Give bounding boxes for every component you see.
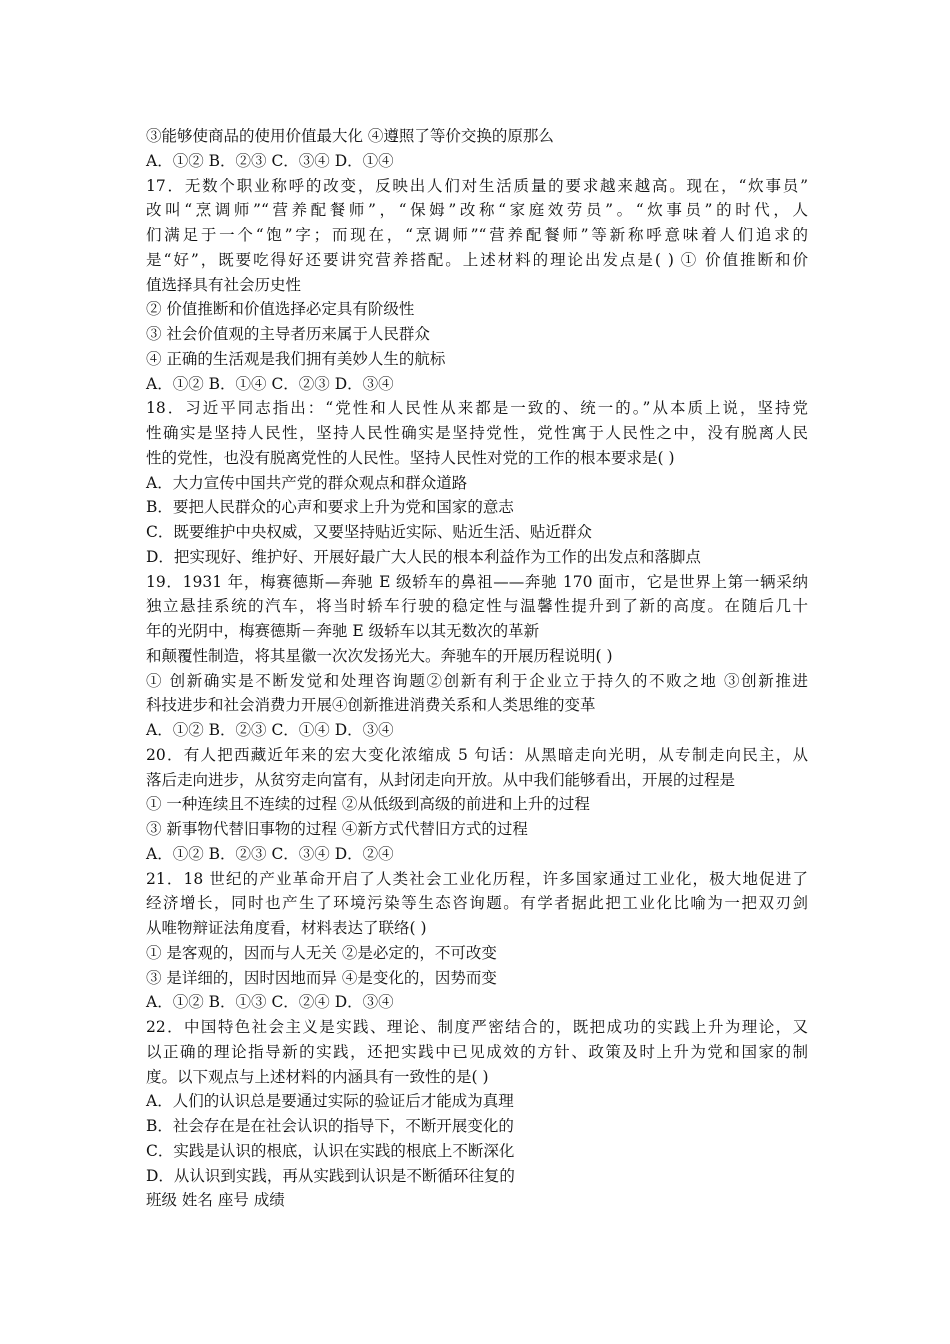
text-line: ② 价值推断和价值选择必定具有阶级性: [146, 300, 415, 319]
text-line: A．①② B．①③ C．②④ D．③④: [146, 993, 394, 1012]
text-line: B．社会存在是在社会认识的指导下，不断开展变化的: [146, 1117, 514, 1135]
text-line: ③ 是详细的，因时因地而异 ④是变化的，因势而变: [146, 968, 497, 987]
text-line: 17．无数个职业称呼的改变，反映出人们对生活质量的要求越来越高。现在，“炊事员”: [146, 176, 808, 195]
text-line: D．从认识到实践，再从实践到认识是不断循环往复的: [146, 1166, 515, 1185]
text-line: D．把实现好、维护好、开展好最广大人民的根本利益作为工作的出发点和落脚点: [146, 547, 701, 566]
text-line: A．①② B．②③ C．③④ D．①④: [146, 151, 394, 170]
text-line: 19．1931 年，梅赛德斯—奔驰 E 级轿车的鼻祖——奔驰 170 面市，它是世界上第一辆采纳: [146, 572, 808, 591]
text-line: 性确实是坚持人民性，坚持人民性确实是坚持党性，党性寓于人民性之中，没有脱离人民: [146, 424, 808, 442]
text-line: A．①② B．①④ C．②③ D．③④: [146, 374, 394, 393]
text-line: 科技进步和社会消费力开展④创新推进消费关系和人类思维的变革: [146, 696, 596, 715]
text-line: ① 是客观的，因而与人无关 ②是必定的，不可改变: [146, 943, 497, 962]
text-line: 独立悬挂系统的汽车，将当时轿车行驶的稳定性与温馨性提升到了新的高度。在随后几十: [146, 597, 808, 616]
document-body: [146, 124, 808, 1213]
text-line: 落后走向进步，从贫穷走向富有，从封闭走向开放。从中我们能够看出，开展的过程是: [146, 770, 736, 789]
text-line: 是“好”，既要吃得好还要讲究营养搭配。上述材料的理论出发点是( ) ① 价值推断和价: [146, 250, 808, 269]
text-line: ③ 社会价值观的主导者历来属于人民群众: [146, 325, 430, 343]
text-line: A．大力宣传中国共产党的群众观点和群众道路: [146, 473, 468, 492]
text-line: 22．中国特色社会主义是实践、理论、制度严密结合的，既把成功的实践上升为理论，又: [146, 1018, 808, 1036]
text-line: A．①② B．②③ C．③④ D．②④: [146, 844, 394, 863]
text-line: C．实践是认识的根底，认识在实践的根底上不断深化: [146, 1141, 515, 1160]
text-line: 性的党性，也没有脱离党性的人民性。坚持人民性对党的工作的根本要求是( ): [146, 448, 675, 467]
text-line: 以正确的理论指导新的实践，还把实践中已见成效的方针、政策及时上升为党和国家的制: [146, 1042, 808, 1061]
text-line: 度。以下观点与上述材料的内涵具有一致性的是( ): [146, 1067, 489, 1086]
text-line: ③能够使商品的使用价值最大化 ④遵照了等价交换的原那么: [146, 127, 554, 145]
text-line: 和颠覆性制造，将其星徽一次次发扬光大。奔驰车的开展历程说明( ): [146, 646, 613, 665]
text-line: 年的光阴中，梅赛德斯－奔驰 E 级轿车以其无数次的革新: [146, 622, 540, 640]
text-line: 们满足于一个“饱”字；而现在，“烹调师”“营养配餐师”等新称呼意味着人们追求的: [146, 226, 808, 244]
text-line: ① 一种连续且不连续的过程 ②从低级到高级的前进和上升的过程: [146, 795, 590, 814]
text-line: 21．18 世纪的产业革命开启了人类社会工业化历程，许多国家通过工业化，极大地促进了: [146, 869, 808, 888]
text-line: 改叫“烹调师”“营养配餐师”，“保姆”改称“家庭效劳员”。“炊事员”的时代，人: [146, 201, 808, 220]
text-line: 18．习近平同志指出：“党性和人民性从来都是一致的、统一的。”从本质上说，坚持党: [146, 399, 808, 418]
text-line: A．①② B．②③ C．①④ D．③④: [146, 721, 394, 739]
text-line: ① 创新确实是不断发觉和处理咨询题②创新有利于企业立于持久的不败之地 ③创新推进: [146, 671, 808, 690]
text-line: 从唯物辩证法角度看，材料表达了联络( ): [146, 919, 427, 937]
text-line: C．既要维护中央权威，又要坚持贴近实际、贴近生活、贴近群众: [146, 523, 592, 541]
text-line: ③ 新事物代替旧事物的过程 ④新方式代替旧方式的过程: [146, 820, 528, 838]
text-line: 班级 姓名 座号 成绩: [146, 1191, 285, 1210]
text-line: 值选择具有社会历史性: [146, 275, 302, 294]
text-line: B．要把人民群众的心声和要求上升为党和国家的意志: [146, 498, 514, 517]
text-line: A．人们的认识总是要通过实际的验证后才能成为真理: [146, 1092, 514, 1111]
text-line: 20．有人把西藏近年来的宏大变化浓缩成 5 句话：从黑暗走向光明，从专制走向民主，从: [146, 745, 808, 764]
text-line: ④ 正确的生活观是我们拥有美妙人生的航标: [146, 349, 446, 368]
text-line: 经济增长，同时也产生了环境污染等生态咨询题。有学者据此把工业化比喻为一把双刃剑: [146, 894, 808, 913]
